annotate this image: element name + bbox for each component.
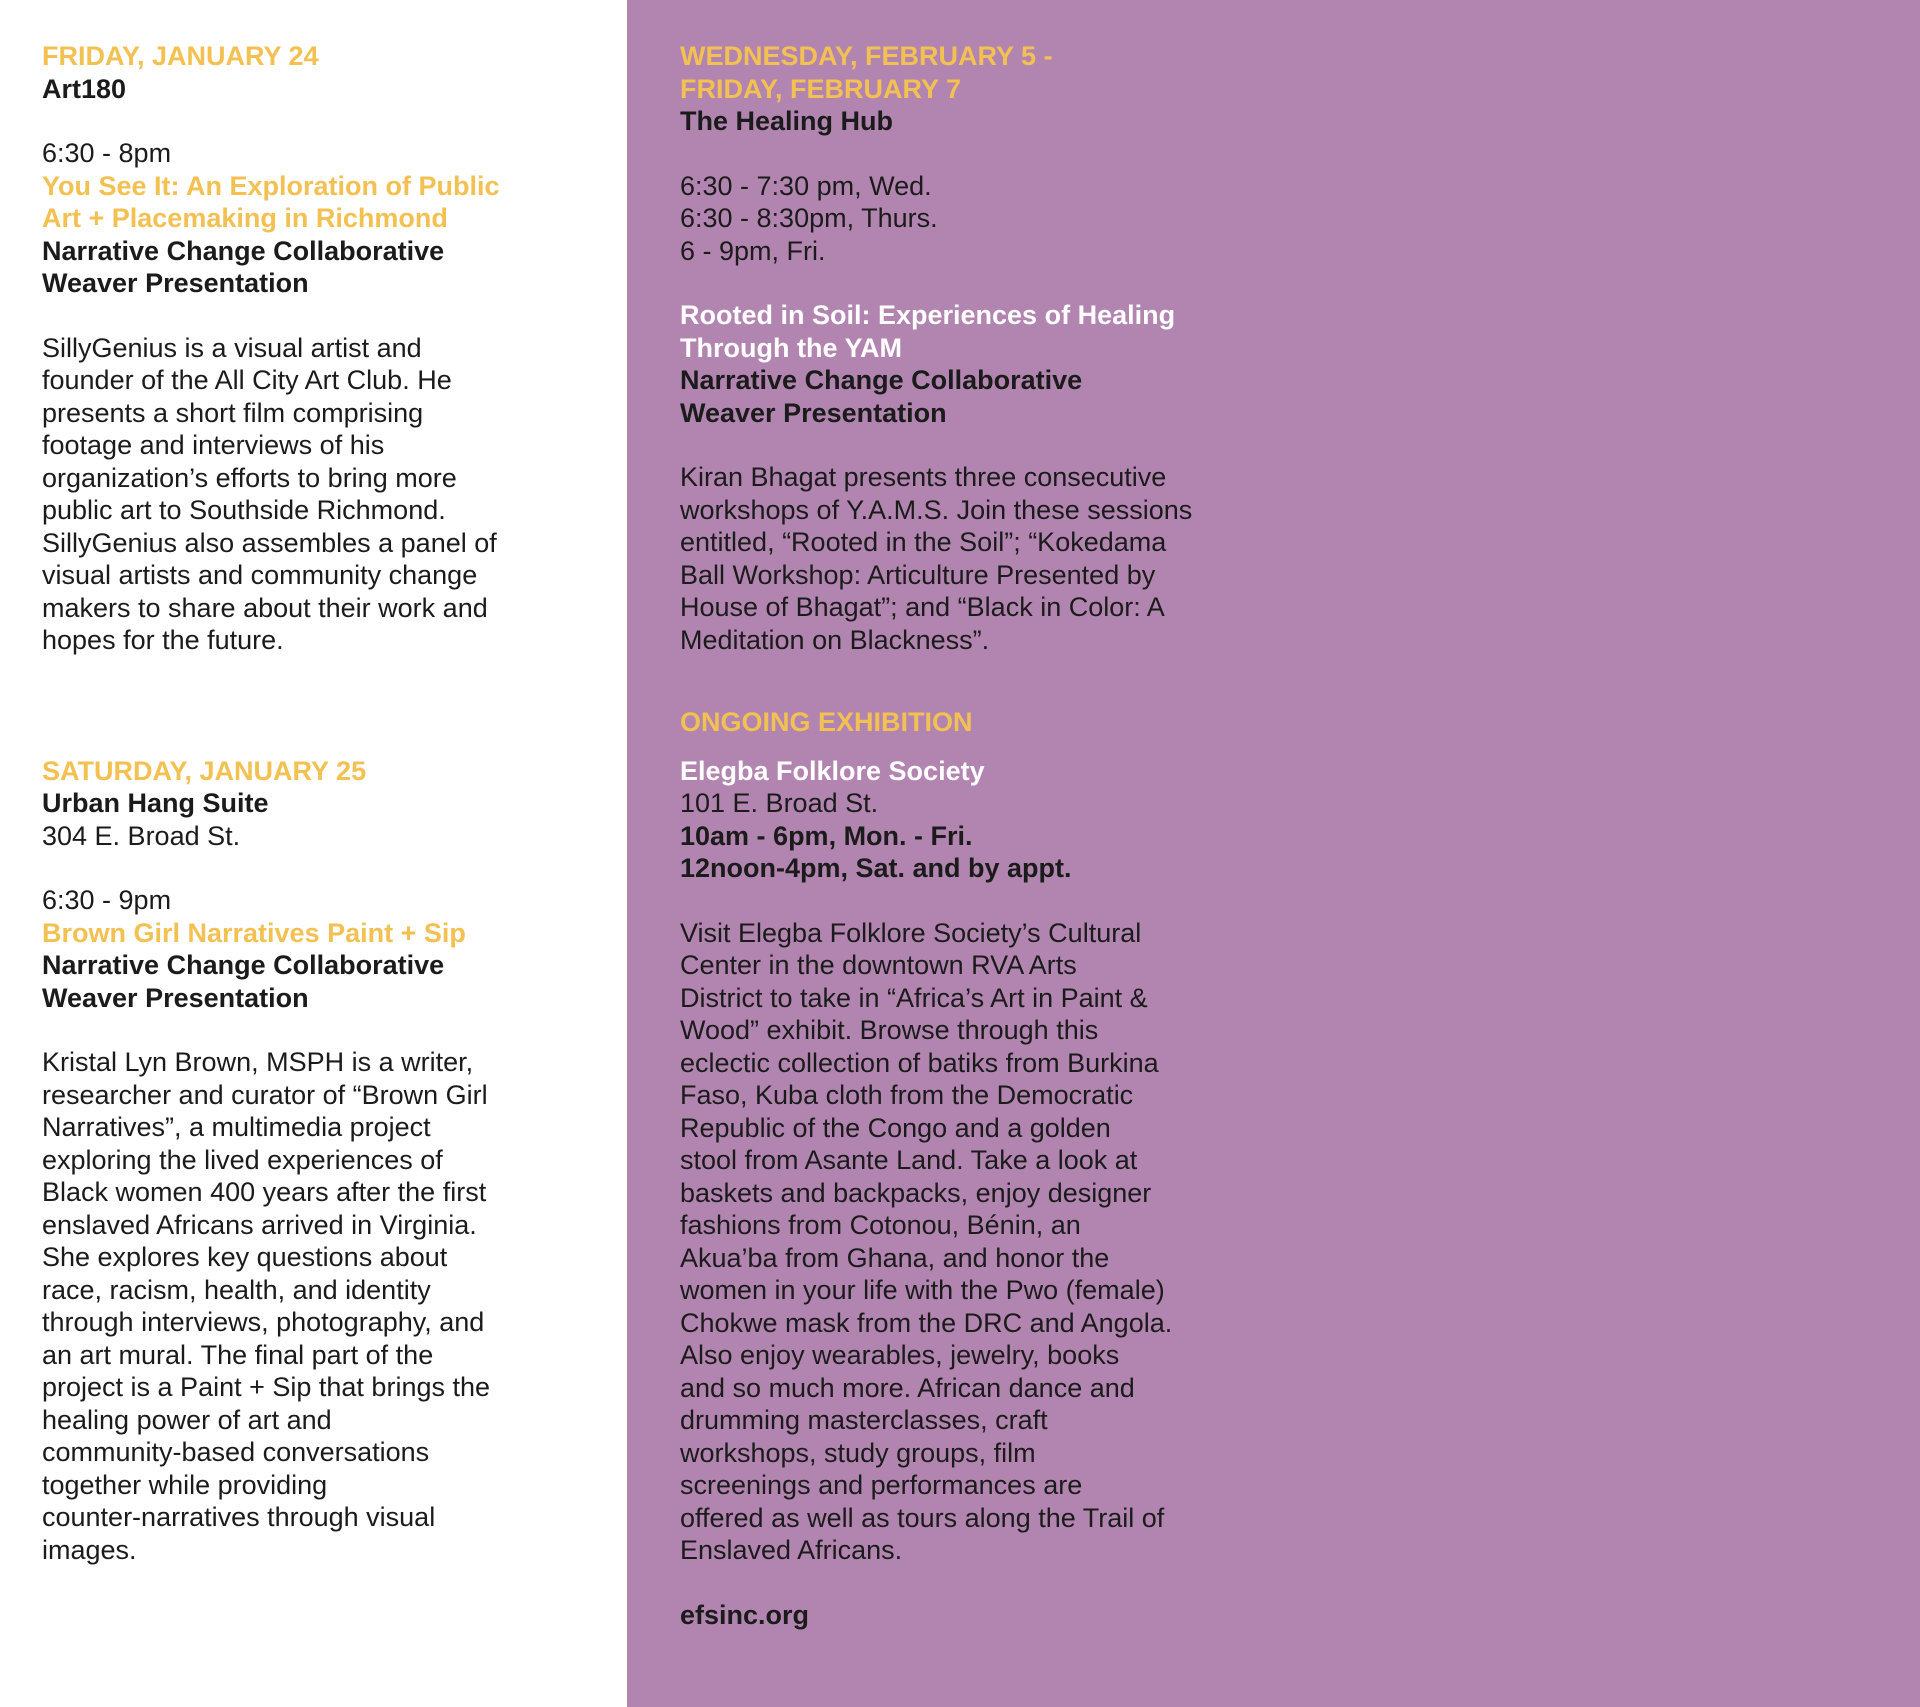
left-column bbox=[0, 0, 627, 1707]
description-line: project is a Paint + Sip that brings the bbox=[42, 1372, 491, 1402]
description-line: Akua’ba from Ghana, and honor the bbox=[680, 1242, 1110, 1273]
description-line: Meditation on Blackness”. bbox=[680, 624, 990, 655]
description-line: exploring the lived experiences of bbox=[42, 1144, 443, 1175]
description-line: entitled, “Rooted in the Soil”; “Kokedama bbox=[680, 527, 1167, 557]
description-line: race, racism, health, and identity bbox=[42, 1274, 431, 1305]
event-description bbox=[42, 332, 602, 657]
exhibition-hours-line: 12noon-4pm, Sat. and by appt. bbox=[680, 853, 1072, 883]
event-date: FRIDAY, JANUARY 24 bbox=[42, 41, 319, 71]
description-line: Also enjoy wearables, jewelry, books bbox=[680, 1340, 1120, 1370]
left-text-column bbox=[42, 40, 602, 1566]
description-line: screenings and performances are bbox=[680, 1470, 1083, 1500]
description-line: footage and interviews of his bbox=[42, 430, 385, 460]
event-time-line: 6 - 9pm, Fri. bbox=[680, 235, 826, 266]
website-link[interactable]: efsinc.org bbox=[680, 1599, 810, 1630]
event-subtitle-line: Narrative Change Collaborative bbox=[680, 365, 1083, 395]
description-line: SillyGenius also assembles a panel of bbox=[42, 527, 497, 558]
description-line: counter-narratives through visual bbox=[42, 1502, 436, 1532]
description-line: Kiran Bhagat presents three consecutive bbox=[680, 462, 1167, 492]
description-line: organization’s efforts to bring more bbox=[42, 462, 457, 493]
description-line: Kristal Lyn Brown, MSPH is a writer, bbox=[42, 1047, 474, 1077]
description-line: women in your life with the Pwo (female) bbox=[680, 1275, 1165, 1305]
description-line: SillyGenius is a visual artist and bbox=[42, 332, 422, 363]
event-address: 304 E. Broad St. bbox=[42, 820, 241, 851]
description-line: Wood” exhibit. Browse through this bbox=[680, 1015, 1099, 1045]
description-line: workshops, study groups, film bbox=[680, 1437, 1036, 1468]
description-line: Center in the downtown RVA Arts bbox=[680, 950, 1077, 980]
event-venue: Urban Hang Suite bbox=[42, 788, 269, 818]
event-title-line: Rooted in Soil: Experiences of Healing bbox=[680, 300, 1176, 330]
description-line: visual artists and community change bbox=[42, 560, 478, 590]
event-time: 6:30 - 9pm bbox=[42, 885, 172, 915]
description-line: makers to share about their work and bbox=[42, 592, 488, 623]
exhibition-hours-line: 10am - 6pm, Mon. - Fri. bbox=[680, 820, 973, 851]
description-line: an art mural. The final part of the bbox=[42, 1339, 434, 1370]
event-subtitle-line: Weaver Presentation bbox=[42, 982, 309, 1013]
description-line: Visit Elegba Folklore Society’s Cultural bbox=[680, 917, 1142, 948]
description-line: District to take in “Africa’s Art in Paint & bbox=[680, 982, 1148, 1013]
description-line: workshops of Y.A.M.S. Join these sessions bbox=[680, 494, 1193, 525]
description-line: hopes for the future. bbox=[42, 625, 284, 655]
exhibition-venue: Elegba Folklore Society bbox=[680, 755, 985, 786]
event-venue: Art180 bbox=[42, 73, 127, 104]
description-line: Republic of the Congo and a golden bbox=[680, 1112, 1111, 1143]
description-line: through interviews, photography, and bbox=[42, 1307, 485, 1337]
event-date-line: WEDNESDAY, FEBRUARY 5 - bbox=[680, 41, 1053, 71]
description-line: community-based conversations bbox=[42, 1437, 430, 1467]
event-date: SATURDAY, JANUARY 25 bbox=[42, 755, 367, 786]
description-line: offered as well as tours along the Trail of bbox=[680, 1502, 1165, 1533]
description-line: drumming masterclasses, craft bbox=[680, 1405, 1048, 1435]
description-line: Chokwe mask from the DRC and Angola. bbox=[680, 1307, 1173, 1338]
description-line: presents a short film comprising bbox=[42, 397, 424, 428]
event-title-line: You See It: An Exploration of Public bbox=[42, 170, 500, 201]
event-title-line: Art + Placemaking in Richmond bbox=[42, 203, 448, 233]
description-line: researcher and curator of “Brown Girl bbox=[42, 1079, 488, 1110]
description-line: Faso, Kuba cloth from the Democratic bbox=[680, 1080, 1134, 1110]
description-line: together while providing bbox=[42, 1469, 328, 1500]
description-line: healing power of art and bbox=[42, 1404, 332, 1435]
description-line: baskets and backpacks, enjoy designer bbox=[680, 1177, 1152, 1208]
description-line: and so much more. African dance and bbox=[680, 1372, 1135, 1403]
event-subtitle-line: Weaver Presentation bbox=[42, 268, 309, 298]
event-time: 6:30 - 8pm bbox=[42, 138, 172, 168]
event-description bbox=[42, 1046, 602, 1566]
description-line: images. bbox=[42, 1534, 137, 1565]
event-description bbox=[680, 461, 1260, 656]
event-title: Brown Girl Narratives Paint + Sip bbox=[42, 917, 466, 948]
description-line: Black women 400 years after the first bbox=[42, 1177, 487, 1207]
middle-text-column bbox=[680, 40, 1260, 1631]
description-line: stool from Asante Land. Take a look at bbox=[680, 1145, 1138, 1175]
event-title-line: Through the YAM bbox=[680, 332, 902, 363]
section-heading: ONGOING EXHIBITION bbox=[680, 707, 973, 737]
exhibition-description bbox=[680, 917, 1260, 1567]
event-time-line: 6:30 - 7:30 pm, Wed. bbox=[680, 170, 932, 201]
description-line: enslaved Africans arrived in Virginia. bbox=[42, 1209, 477, 1240]
event-venue: The Healing Hub bbox=[680, 106, 894, 136]
event-time-line: 6:30 - 8:30pm, Thurs. bbox=[680, 203, 938, 233]
event-date-line: FRIDAY, FEBRUARY 7 bbox=[680, 73, 962, 104]
description-line: She explores key questions about bbox=[42, 1242, 448, 1272]
description-line: House of Bhagat”; and “Black in Color: A bbox=[680, 592, 1165, 622]
event-subtitle-line: Narrative Change Collaborative bbox=[42, 950, 445, 980]
wave-pattern-illustration bbox=[1877, 0, 1920, 1707]
description-line: public art to Southside Richmond. bbox=[42, 495, 446, 525]
description-line: fashions from Cotonou, Bénin, an bbox=[680, 1210, 1081, 1240]
description-line: Narratives”, a multimedia project bbox=[42, 1112, 431, 1142]
description-line: Enslaved Africans. bbox=[680, 1535, 903, 1565]
event-subtitle-line: Weaver Presentation bbox=[680, 397, 947, 428]
description-line: eclectic collection of batiks from Burkina bbox=[680, 1047, 1159, 1078]
description-line: Ball Workshop: Articulture Presented by bbox=[680, 559, 1156, 590]
description-line: founder of the All City Art Club. He bbox=[42, 365, 452, 395]
exhibition-address: 101 E. Broad St. bbox=[680, 788, 879, 818]
event-subtitle-line: Narrative Change Collaborative bbox=[42, 235, 445, 266]
